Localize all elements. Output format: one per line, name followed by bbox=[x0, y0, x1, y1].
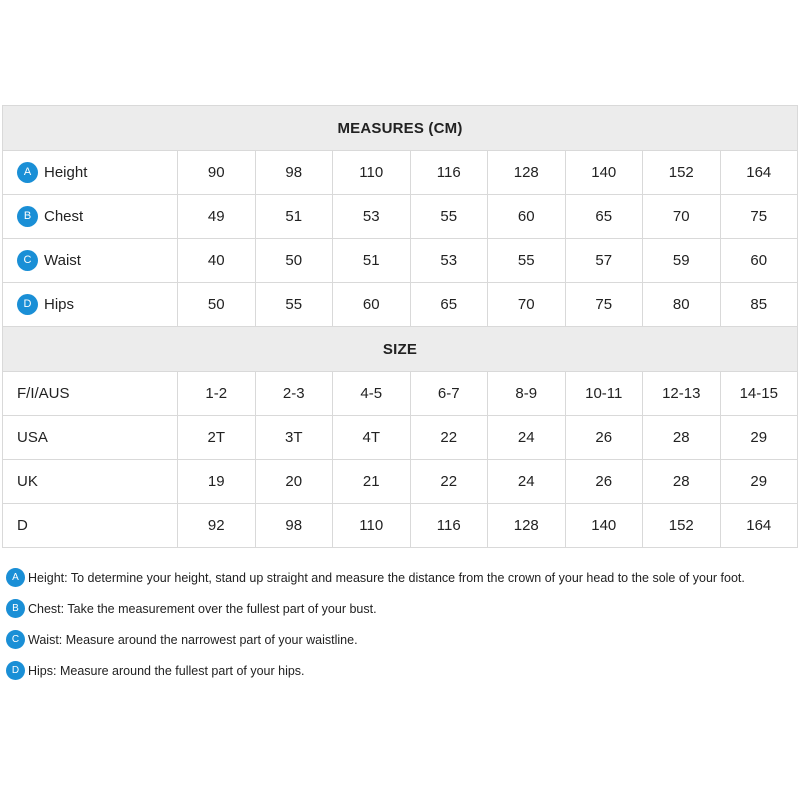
table-cell: 28 bbox=[643, 460, 721, 504]
table-cell: 128 bbox=[488, 151, 566, 195]
table-cell: 12-13 bbox=[643, 372, 721, 416]
table-cell: 3T bbox=[255, 416, 333, 460]
note-text: Chest: Take the measurement over the fullest part of your bust. bbox=[28, 601, 377, 616]
table-cell: 116 bbox=[410, 504, 488, 548]
letter-c-badge-icon: C bbox=[17, 250, 38, 271]
note-text: Hips: Measure around the fullest part of your hips. bbox=[28, 663, 305, 678]
table-cell: 164 bbox=[720, 504, 798, 548]
table-cell: 50 bbox=[178, 283, 256, 327]
letter-a-badge-icon: A bbox=[17, 162, 38, 183]
measures-header-row bbox=[3, 106, 798, 151]
size-chart-table bbox=[2, 105, 798, 548]
row-label: F/I/AUS bbox=[3, 372, 178, 416]
table-cell: 55 bbox=[488, 239, 566, 283]
table-cell: 59 bbox=[643, 239, 721, 283]
table-cell: 26 bbox=[565, 416, 643, 460]
table-cell: 75 bbox=[565, 283, 643, 327]
table-cell: 49 bbox=[178, 195, 256, 239]
row-label: A Height bbox=[3, 151, 178, 195]
size-header-row bbox=[3, 327, 798, 372]
row-label: D Hips bbox=[3, 283, 178, 327]
table-cell: 51 bbox=[255, 195, 333, 239]
table-cell: 75 bbox=[720, 195, 798, 239]
table-row bbox=[3, 416, 798, 460]
table-cell: 110 bbox=[333, 504, 411, 548]
table-cell: 140 bbox=[565, 504, 643, 548]
note-height bbox=[6, 562, 796, 593]
table-cell: 55 bbox=[410, 195, 488, 239]
table-cell: 116 bbox=[410, 151, 488, 195]
row-label: UK bbox=[3, 460, 178, 504]
table-cell: 8-9 bbox=[488, 372, 566, 416]
table-cell: 2-3 bbox=[255, 372, 333, 416]
table-cell: 4T bbox=[333, 416, 411, 460]
table-cell: 1-2 bbox=[178, 372, 256, 416]
table-cell: 24 bbox=[488, 460, 566, 504]
table-cell: 140 bbox=[565, 151, 643, 195]
table-cell: 53 bbox=[410, 239, 488, 283]
table-cell: 4-5 bbox=[333, 372, 411, 416]
table-cell: 110 bbox=[333, 151, 411, 195]
letter-b-badge-icon: B bbox=[17, 206, 38, 227]
table-cell: 20 bbox=[255, 460, 333, 504]
table-cell: 80 bbox=[643, 283, 721, 327]
table-cell: 85 bbox=[720, 283, 798, 327]
size-title: SIZE bbox=[3, 327, 798, 372]
table-row bbox=[3, 151, 798, 195]
note-text: Height: To determine your height, stand up straight and measure the distance from the crown of your head to the sole of your foot. bbox=[28, 570, 745, 585]
table-cell: 28 bbox=[643, 416, 721, 460]
table-row bbox=[3, 372, 798, 416]
table-cell: 60 bbox=[333, 283, 411, 327]
table-cell: 24 bbox=[488, 416, 566, 460]
table-cell: 26 bbox=[565, 460, 643, 504]
letter-d-badge-icon: D bbox=[17, 294, 38, 315]
table-cell: 6-7 bbox=[410, 372, 488, 416]
note-hips bbox=[6, 655, 796, 686]
table-cell: 70 bbox=[488, 283, 566, 327]
note-waist bbox=[6, 624, 796, 655]
row-label: D bbox=[3, 504, 178, 548]
note-text: Waist: Measure around the narrowest part of your waistline. bbox=[28, 632, 358, 647]
measurement-notes bbox=[6, 562, 796, 686]
row-label: C Waist bbox=[3, 239, 178, 283]
table-cell: 98 bbox=[255, 151, 333, 195]
letter-c-badge-icon: C bbox=[6, 630, 25, 649]
table-cell: 128 bbox=[488, 504, 566, 548]
table-cell: 60 bbox=[720, 239, 798, 283]
row-label: USA bbox=[3, 416, 178, 460]
table-cell: 14-15 bbox=[720, 372, 798, 416]
letter-d-badge-icon: D bbox=[6, 661, 25, 680]
table-cell: 164 bbox=[720, 151, 798, 195]
table-cell: 22 bbox=[410, 460, 488, 504]
table-cell: 152 bbox=[643, 504, 721, 548]
table-cell: 50 bbox=[255, 239, 333, 283]
table-cell: 65 bbox=[410, 283, 488, 327]
table-cell: 53 bbox=[333, 195, 411, 239]
table-cell: 70 bbox=[643, 195, 721, 239]
table-cell: 90 bbox=[178, 151, 256, 195]
table-cell: 40 bbox=[178, 239, 256, 283]
table-cell: 51 bbox=[333, 239, 411, 283]
table-row bbox=[3, 195, 798, 239]
table-cell: 29 bbox=[720, 460, 798, 504]
table-cell: 22 bbox=[410, 416, 488, 460]
table-row bbox=[3, 504, 798, 548]
table-cell: 65 bbox=[565, 195, 643, 239]
table-row bbox=[3, 283, 798, 327]
table-cell: 92 bbox=[178, 504, 256, 548]
table-cell: 55 bbox=[255, 283, 333, 327]
table-cell: 19 bbox=[178, 460, 256, 504]
letter-a-badge-icon: A bbox=[6, 568, 25, 587]
table-cell: 21 bbox=[333, 460, 411, 504]
table-cell: 60 bbox=[488, 195, 566, 239]
table-cell: 29 bbox=[720, 416, 798, 460]
letter-b-badge-icon: B bbox=[6, 599, 25, 618]
row-label: B Chest bbox=[3, 195, 178, 239]
table-cell: 2T bbox=[178, 416, 256, 460]
table-cell: 152 bbox=[643, 151, 721, 195]
table-row bbox=[3, 460, 798, 504]
table-cell: 57 bbox=[565, 239, 643, 283]
note-chest bbox=[6, 593, 796, 624]
table-cell: 10-11 bbox=[565, 372, 643, 416]
table-row bbox=[3, 239, 798, 283]
table-cell: 98 bbox=[255, 504, 333, 548]
measures-title: MEASURES (CM) bbox=[3, 106, 798, 151]
